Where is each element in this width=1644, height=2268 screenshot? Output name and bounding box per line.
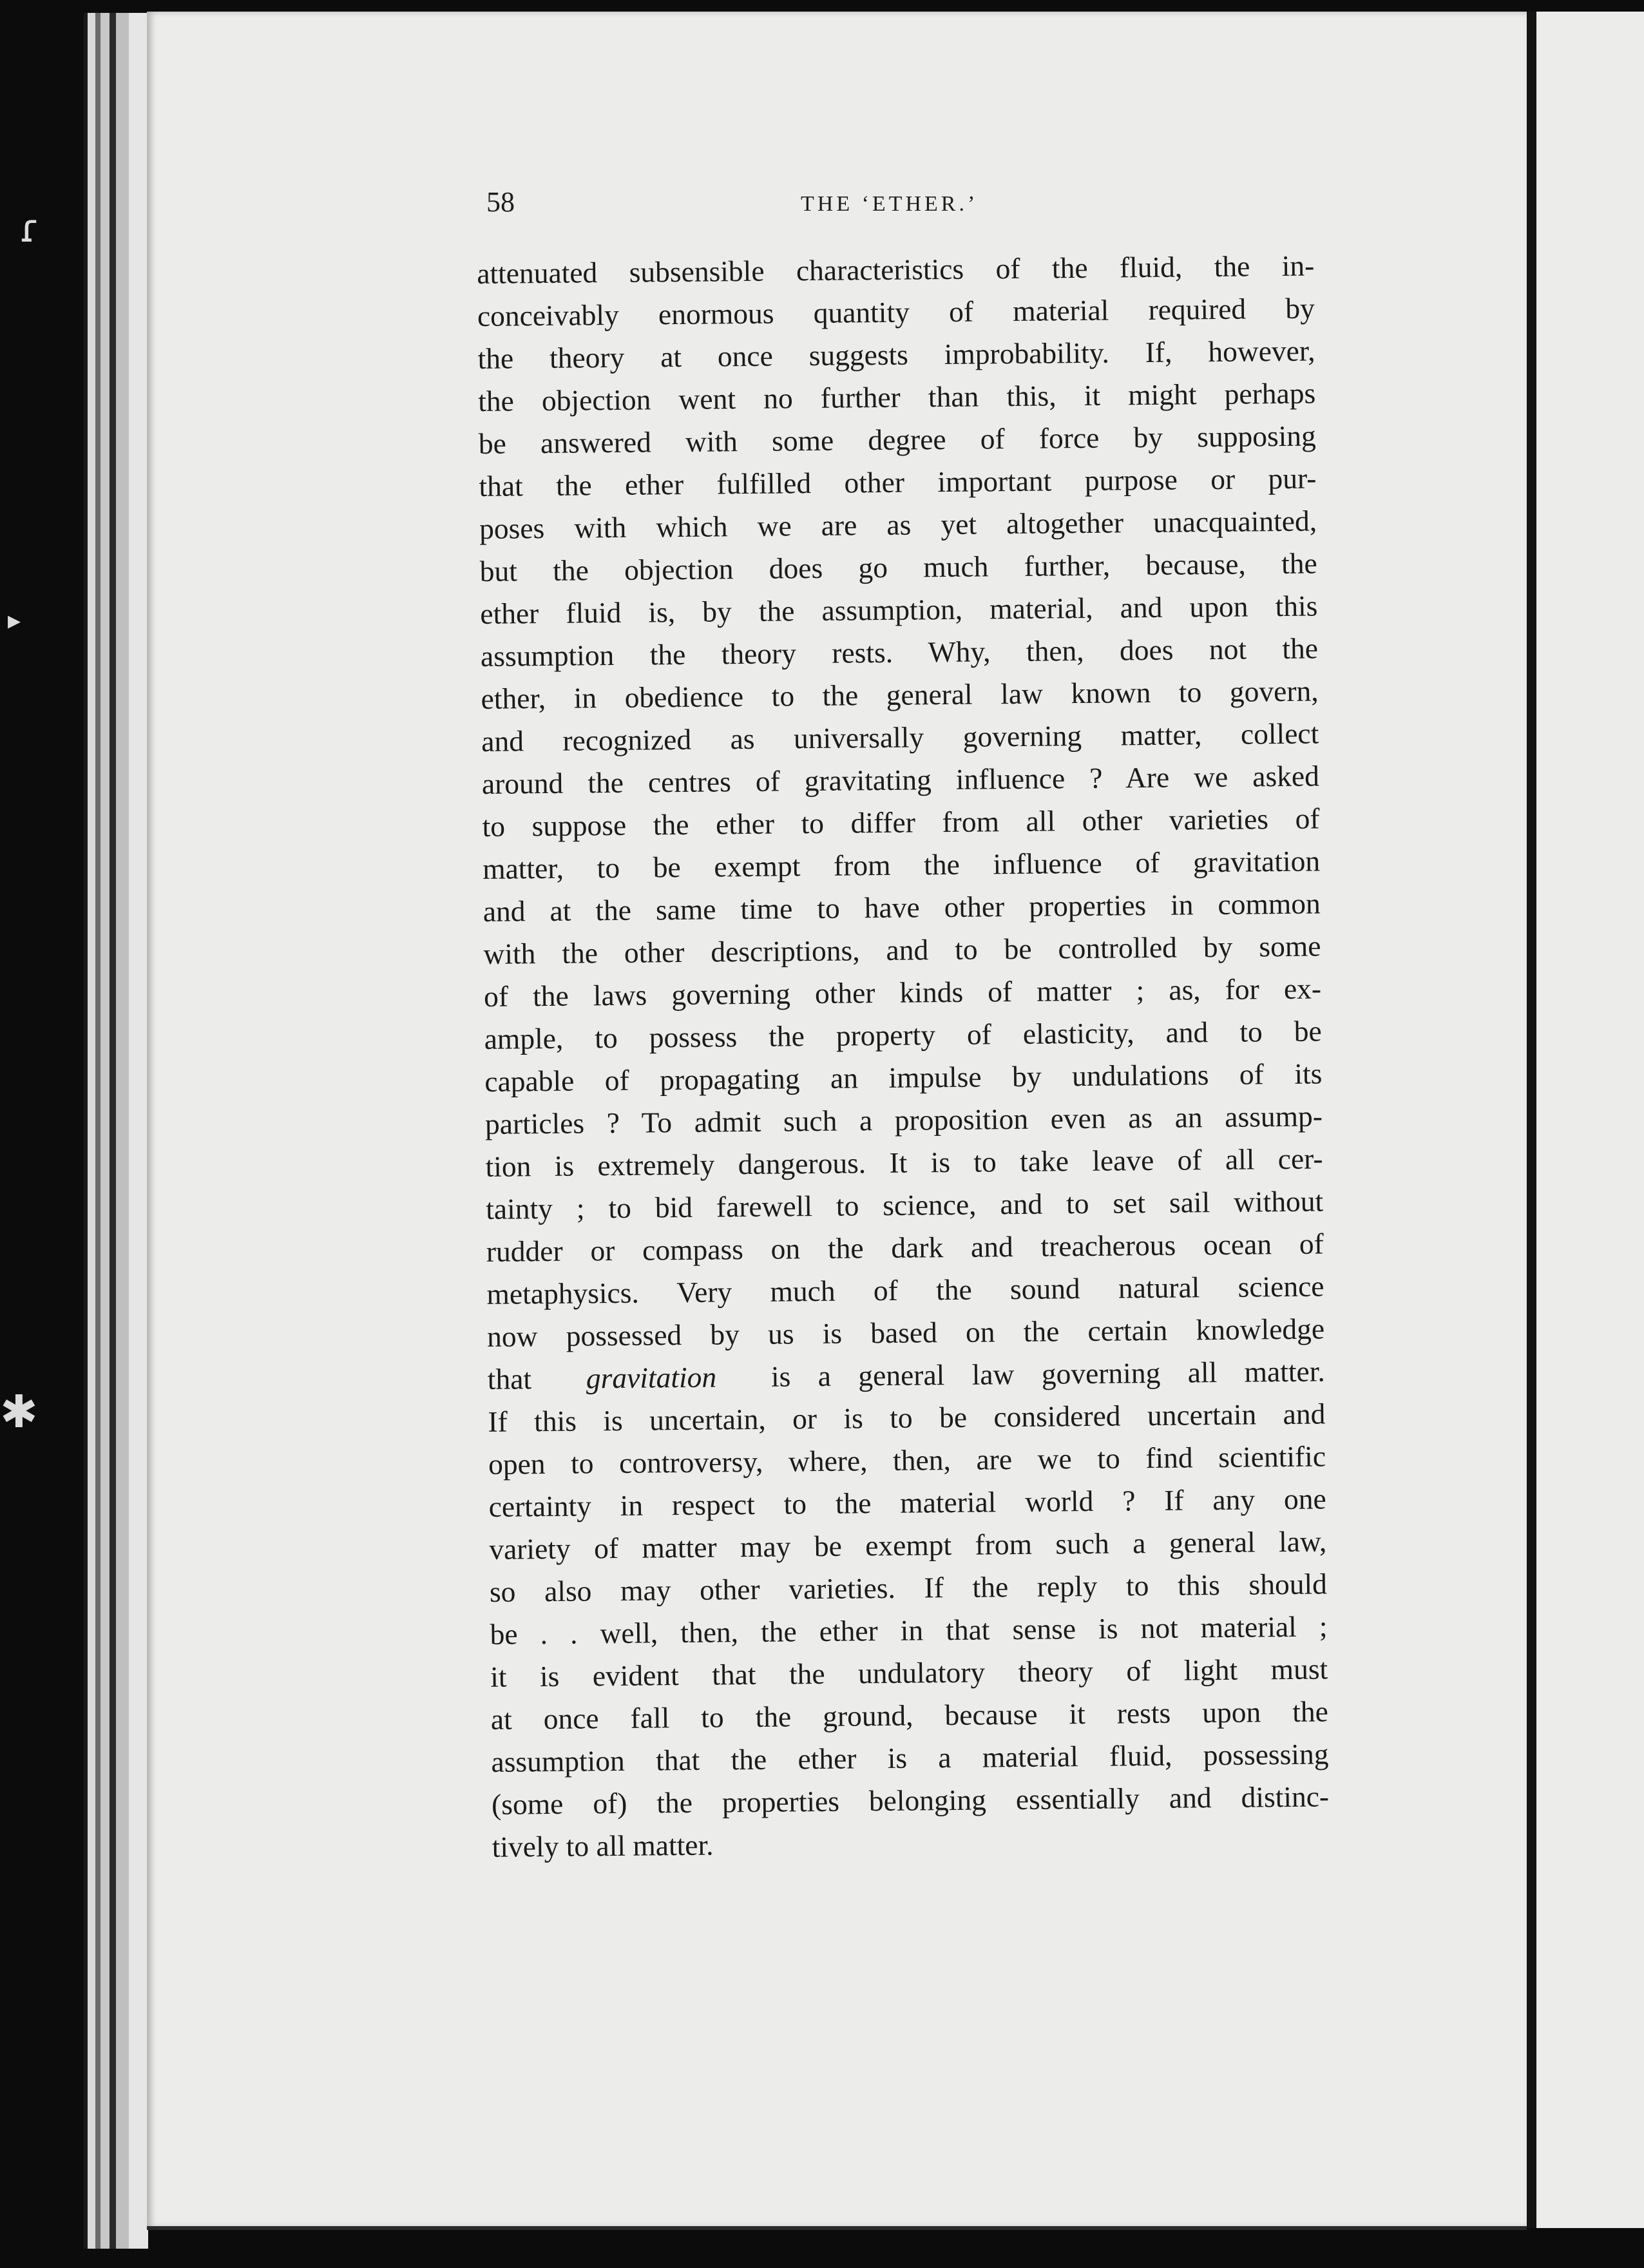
text-line: the objection went no further than this, it might perhaps	[477, 376, 1316, 418]
text-line: to suppose the ether to differ from all other varieties of	[482, 802, 1320, 843]
text-line: conceivably enormous quantity of material required by	[477, 291, 1315, 332]
text-line: tively to all matter.	[492, 1828, 714, 1863]
facing-page-edge	[1536, 12, 1644, 2228]
text-line: open to controversy, where, then, are we to find scientific	[488, 1439, 1326, 1481]
page-header	[486, 186, 1311, 231]
text-line: so also may other varieties. If the reply to this should	[489, 1567, 1328, 1608]
text-line: it is evident that the undulatory theory of light must	[490, 1652, 1328, 1693]
text-line: ample, to possess the property of elasticity, and to be	[484, 1014, 1322, 1055]
italic-word: gravitation	[586, 1360, 717, 1395]
text-line: matter, to be exempt from the influence of gravitation	[482, 844, 1321, 885]
book-binding	[84, 13, 148, 2249]
text-line: ether fluid is, by the assumption, material, and upon this	[480, 589, 1318, 630]
text-line: tion is extremely dangerous. It is to take leave of all cer-	[485, 1142, 1323, 1183]
text-line: variety of matter may be exempt from such a general law,	[489, 1524, 1327, 1566]
running-title: THE ‘ETHER.’	[801, 192, 979, 216]
margin-speck-icon: ɾ	[19, 206, 40, 251]
text-line-with-italic	[487, 1350, 1325, 1400]
margin-speck-icon: ▸	[8, 606, 21, 635]
text-line: metaphysics. Very much of the sound natural science	[486, 1269, 1324, 1311]
text-line: If this is uncertain, or is to be considered uncertain and	[488, 1397, 1326, 1438]
text-line: particles ? To admit such a proposition even as an assump-	[484, 1099, 1323, 1140]
text-line: be . . well, then, the ether in that sense is not material ;	[490, 1610, 1328, 1651]
margin-speck-icon: ✱	[0, 1385, 38, 1438]
text-line: be answered with some degree of force by supposing	[478, 419, 1317, 460]
text-line: but the objection does go much further, because, the	[479, 546, 1317, 588]
text-line: at once fall to the ground, because it rests upon the	[490, 1695, 1329, 1736]
text-fragment: that	[487, 1362, 532, 1396]
text-line: and at the same time to have other properties in common	[483, 887, 1321, 928]
text-line: now possessed by us is based on the certain knowledge	[486, 1312, 1325, 1353]
text-line: around the centres of gravitating influence ? Are we asked	[481, 759, 1320, 800]
text-line: attenuated subsensible characteristics of the fluid, the in-	[477, 249, 1315, 290]
text-line: that the ether fulfilled other important purpose or pur-	[479, 461, 1317, 503]
text-line: and recognized as universally governing matter, collect	[481, 716, 1319, 758]
text-line: the theory at once suggests improbability. If, however,	[477, 334, 1315, 375]
page-gutter	[1527, 12, 1536, 2228]
text-line: poses with which we are as yet altogether unacquainted,	[479, 504, 1317, 545]
body-text	[477, 245, 1330, 1869]
text-line: (some of) the properties belonging essentially and distinc-	[491, 1780, 1330, 1821]
text-line: assumption the theory rests. Why, then, does not the	[480, 631, 1319, 673]
text-line: rudder or compass on the dark and treacherous ocean of	[486, 1227, 1324, 1268]
text-line: assumption that the ether is a material fluid, possessing	[491, 1737, 1329, 1778]
page-number: 58	[486, 186, 515, 218]
text-fragment: is a general law governing all matter.	[770, 1354, 1325, 1393]
text-line: tainty ; to bid farewell to science, and to set sail without	[486, 1184, 1324, 1225]
text-line: capable of propagating an impulse by undulations of its	[484, 1057, 1323, 1098]
text-line: certainty in respect to the material world ? If any one	[488, 1482, 1326, 1523]
page-bottom-edge	[147, 2226, 1527, 2230]
text-line: ether, in obedience to the general law known to govern,	[481, 674, 1319, 715]
text-line: with the other descriptions, and to be controlled by some	[483, 929, 1321, 970]
text-line: of the laws governing other kinds of matter ; as, for ex-	[483, 972, 1322, 1013]
